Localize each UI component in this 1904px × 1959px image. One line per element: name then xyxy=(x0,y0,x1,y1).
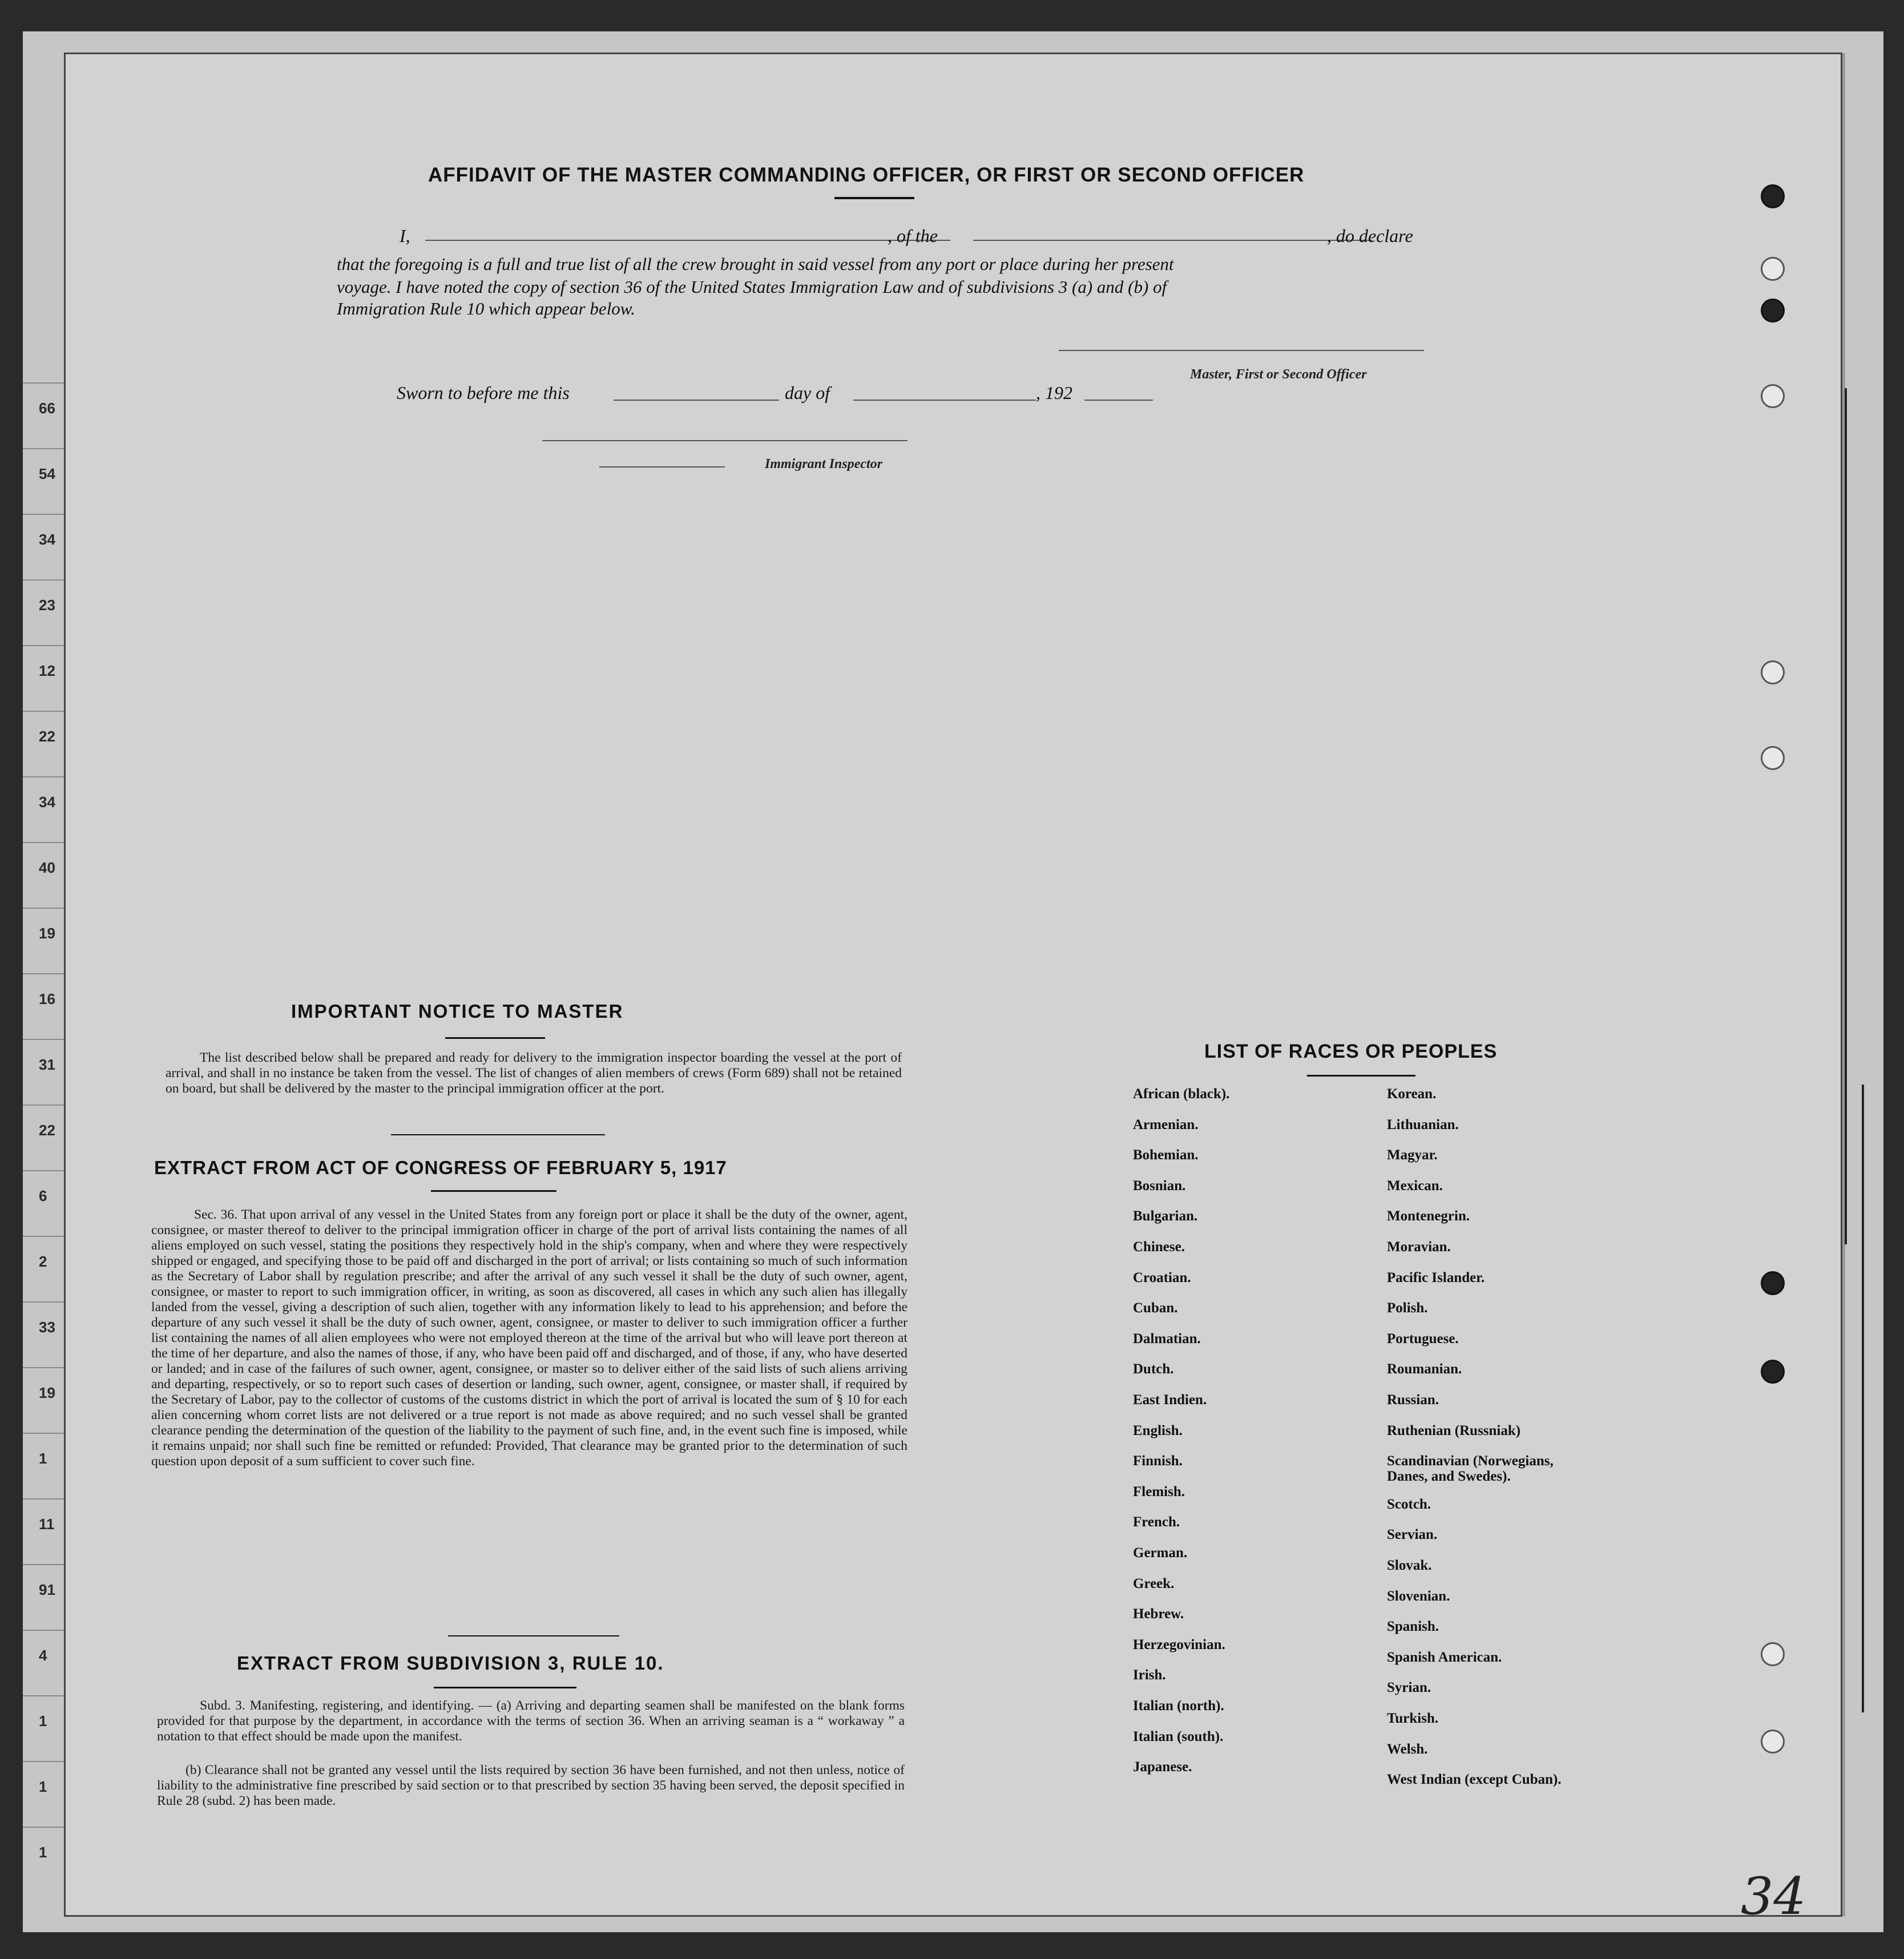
margin-pencil-line xyxy=(1845,388,1847,1244)
ledger-row-number: 1 xyxy=(39,1844,47,1861)
binder-hole xyxy=(1761,257,1785,281)
race-item: Italian (south). xyxy=(1133,1728,1224,1744)
ledger-row-number: 11 xyxy=(39,1515,55,1533)
ledger-row-number: 54 xyxy=(39,465,55,482)
ledger-row-number: 2 xyxy=(39,1253,47,1270)
race-item: Cuban. xyxy=(1133,1300,1178,1316)
race-item: East Indien. xyxy=(1133,1392,1207,1408)
race-item: Spanish. xyxy=(1387,1619,1439,1635)
handwritten-page-number: 34 xyxy=(1741,1867,1806,1926)
race-item: Polish. xyxy=(1387,1300,1428,1316)
extract-act-title: EXTRACT FROM ACT OF CONGRESS OF FEBRUARY 5, 1917 xyxy=(154,1157,727,1178)
race-item: Scandinavian (Norwegians, xyxy=(1387,1453,1554,1469)
ledger-row-number: 22 xyxy=(39,728,55,745)
race-item: Herzegovinian. xyxy=(1133,1636,1225,1652)
races-title: LIST OF RACES OR PEOPLES xyxy=(1204,1041,1498,1062)
binder-hole xyxy=(1761,1271,1785,1295)
notice-underline xyxy=(445,1037,545,1039)
vessel-blank xyxy=(973,240,1373,241)
race-item: Moravian. xyxy=(1387,1239,1451,1255)
race-item: West Indian (except Cuban). xyxy=(1387,1772,1562,1788)
race-item: Croatian. xyxy=(1133,1269,1191,1285)
ledger-row-number: 4 xyxy=(39,1647,47,1664)
ledger-row-number: 40 xyxy=(39,859,55,876)
race-item: Lithuanian. xyxy=(1387,1116,1459,1132)
ledger-row-number: 16 xyxy=(39,990,55,1007)
extract-rule-text-a: Subd. 3. Manifesting, registering, and identifying. — (a) Arriving and departing seamen shall be manifested on the blank forms provided for that purpose by the department, in accordance with the terms of section 36. When an arriving seaman is a “ workaway ” a notation to that effect should be made upon the manifest. xyxy=(157,1698,905,1744)
race-item: Slovenian. xyxy=(1387,1588,1450,1604)
race-item: Spanish American. xyxy=(1387,1649,1502,1665)
race-item: Roumanian. xyxy=(1387,1361,1462,1377)
affidavit-line4: Immigration Rule 10 which appear below. xyxy=(337,299,635,319)
race-item: Irish. xyxy=(1133,1667,1166,1683)
binder-hole xyxy=(1761,660,1785,684)
binder-hole xyxy=(1761,1642,1785,1666)
notice-title: IMPORTANT NOTICE TO MASTER xyxy=(291,1001,624,1022)
extract-rule-title: EXTRACT FROM SUBDIVISION 3, RULE 10. xyxy=(237,1652,664,1674)
sworn-text-a: Sworn to before me this xyxy=(397,382,570,403)
race-item: French. xyxy=(1133,1514,1180,1530)
race-item: Mexican. xyxy=(1387,1178,1443,1194)
title-underline xyxy=(834,197,914,199)
inspector-label: Immigrant Inspector xyxy=(765,457,883,471)
race-item: Montenegrin. xyxy=(1387,1208,1470,1224)
binder-hole xyxy=(1761,746,1785,770)
race-item: Scotch. xyxy=(1387,1496,1431,1512)
race-item: Pacific Islander. xyxy=(1387,1269,1485,1285)
race-item: Flemish. xyxy=(1133,1484,1185,1500)
binder-hole xyxy=(1761,299,1785,323)
race-item: African (black). xyxy=(1133,1086,1230,1102)
race-item: Magyar. xyxy=(1387,1147,1438,1163)
margin-pencil-line xyxy=(1862,1085,1864,1712)
race-item: Japanese. xyxy=(1133,1759,1192,1775)
ledger-row-number: 23 xyxy=(39,596,55,614)
day-blank xyxy=(614,400,779,401)
race-item: Portuguese. xyxy=(1387,1331,1459,1347)
extract-rule-text-b: (b) Clearance shall not be granted any vessel until the lists required by section 36 have been furnished, and not then unless, notice of liability to the administrative fine prescribed by said section or to that prescribed by section 35 having been served, the deposit specified in Rule 28 (subd. 2) has been made. xyxy=(157,1763,905,1808)
ledger-row-number: 1 xyxy=(39,1712,47,1730)
race-item: Hebrew. xyxy=(1133,1606,1184,1622)
race-item: Danes, and Swedes). xyxy=(1387,1469,1511,1485)
ledger-row-number: 6 xyxy=(39,1187,47,1204)
race-item: Bosnian. xyxy=(1133,1178,1186,1194)
affidavit-line2: that the foregoing is a full and true list of all the crew brought in said vessel from any port or place during her present xyxy=(337,254,1174,274)
ledger-row-number: 1 xyxy=(39,1778,47,1795)
race-item: Korean. xyxy=(1387,1086,1437,1102)
race-item: Servian. xyxy=(1387,1527,1438,1543)
binder-hole xyxy=(1761,1360,1785,1384)
sworn-text-b: day of xyxy=(785,382,830,403)
race-item: Syrian. xyxy=(1387,1680,1431,1696)
ledger-row-number: 91 xyxy=(39,1581,55,1598)
affidavit-line1-c: , do declare xyxy=(1327,225,1413,246)
ledger-row-number: 31 xyxy=(39,1056,55,1073)
ledger-row-number: 1 xyxy=(39,1450,47,1467)
affidavit-line1-b: , of the xyxy=(888,225,938,246)
race-item: Dutch. xyxy=(1133,1361,1174,1377)
extract-act-text: Sec. 36. That upon arrival of any vessel in the United States from any foreign port or place it shall be the duty of the owner, agent, consignee, or master thereof to deliver to the principal immigration officer in charge of the port of arrival lists containing the names of all aliens employed on such vessel, stating the positions they respectively hold in the ship's company, when and where they were respectively shipped or engaged, and specifying those to be paid off and discharged in the port of arrival; or lists containing so much of such information as the Secretary of Labor shall by regulation prescribe; and after the arrival of any such vessel it shall be the duty of such owner, agent, consignee, or master to report to such immigration officer, in writing, as soon as discovered, all cases in which any such alien has illegally landed from the vessel, giving a description of such alien, together with any information likely to lead to his apprehension; and before the departure of any such vessel it shall be the duty of such owner, agent, consignee, or master to deliver to such immigration officer a further list containing the names of all alien employees who were not employed thereon at the time of the arrival but who will leave port thereon at the time of her departure, and also the names of those, if any, who have been paid off and discharged, and of those, if any, who have deserted or landed; and in case of the failures of such owner, agent, consignee, or master so to deliver either of the said lists of such aliens arriving and departing, respectively, or so to report such cases of desertion or landing, such owner, agent, consignee, or master shall, if required by the Secretary of Labor, pay to the collector of customs of the customs district in which the port of arrival is located the sum of § 10 for each alien concerning whom corret lists are not delivered or a true report is not made as above required; and no such vessel shall be granted clearance pending the determination of the question of the liability to the payment of such fine, and, in the event such fine is imposed, while it remains unpaid; nor shall such fine be remitted or refunded: Provided, That clearance may be granted prior to the determination of such question upon deposit of a sum sufficient to cover such fine. xyxy=(151,1207,907,1469)
race-item: German. xyxy=(1133,1545,1188,1561)
race-item: Welsh. xyxy=(1387,1741,1428,1757)
affidavit-line3: voyage. I have noted the copy of section 36 of the United States Immigration Law and of subdivisions 3 (a) and (b) of xyxy=(337,277,1167,297)
inspector-line-short xyxy=(599,466,725,467)
affidavit-page xyxy=(66,54,1841,1915)
extract-act-divider xyxy=(448,1635,619,1636)
race-item: Finnish. xyxy=(1133,1453,1183,1469)
year-blank xyxy=(1084,400,1153,401)
signature-label: Master, First or Second Officer xyxy=(1190,367,1367,382)
race-item: Bulgarian. xyxy=(1133,1208,1198,1224)
race-item: Armenian. xyxy=(1133,1116,1199,1132)
ledger-row-number: 19 xyxy=(39,1384,55,1401)
ledger-row-number: 34 xyxy=(39,793,55,811)
extract-act-underline xyxy=(431,1190,556,1192)
binder-hole xyxy=(1761,384,1785,408)
name-blank xyxy=(425,240,950,241)
ledger-row-number: 34 xyxy=(39,531,55,548)
binder-hole xyxy=(1761,184,1785,208)
extract-rule-underline xyxy=(434,1687,576,1688)
race-item: Bohemian. xyxy=(1133,1147,1199,1163)
race-item: English. xyxy=(1133,1422,1183,1438)
race-item: Slovak. xyxy=(1387,1558,1432,1573)
signature-line xyxy=(1059,350,1424,351)
affidavit-line1-a: I, xyxy=(400,225,410,246)
race-item: Chinese. xyxy=(1133,1239,1185,1255)
ledger-row-number: 19 xyxy=(39,925,55,942)
ledger-row-number: 66 xyxy=(39,400,55,417)
race-item: Italian (north). xyxy=(1133,1698,1224,1714)
race-item: Turkish. xyxy=(1387,1711,1439,1726)
sworn-text-c: , 192 xyxy=(1036,382,1072,403)
binder-hole xyxy=(1761,1730,1785,1754)
inspector-line xyxy=(542,440,907,441)
notice-divider xyxy=(391,1134,605,1135)
race-item: Dalmatian. xyxy=(1133,1331,1201,1347)
notice-text: The list described below shall be prepared and ready for delivery to the immigration inspector boarding the vessel at the port of arrival, and shall in no instance be taken from the vessel. The list of changes of alien members of crews (Form 689) shall not be retained on board, but shall be delivered by the master to the principal immigration officer at the port. xyxy=(166,1050,902,1096)
ledger-row-number: 33 xyxy=(39,1319,55,1336)
race-item: Ruthenian (Russniak) xyxy=(1387,1422,1521,1438)
month-blank xyxy=(853,400,1036,401)
ledger-row-number: 22 xyxy=(39,1122,55,1139)
race-item: Russian. xyxy=(1387,1392,1439,1408)
race-item: Greek. xyxy=(1133,1575,1175,1591)
races-underline xyxy=(1307,1075,1415,1077)
ledger-row-number: 12 xyxy=(39,662,55,679)
affidavit-title: AFFIDAVIT OF THE MASTER COMMANDING OFFICER, OR FIRST OR SECOND OFFICER xyxy=(428,164,1305,186)
